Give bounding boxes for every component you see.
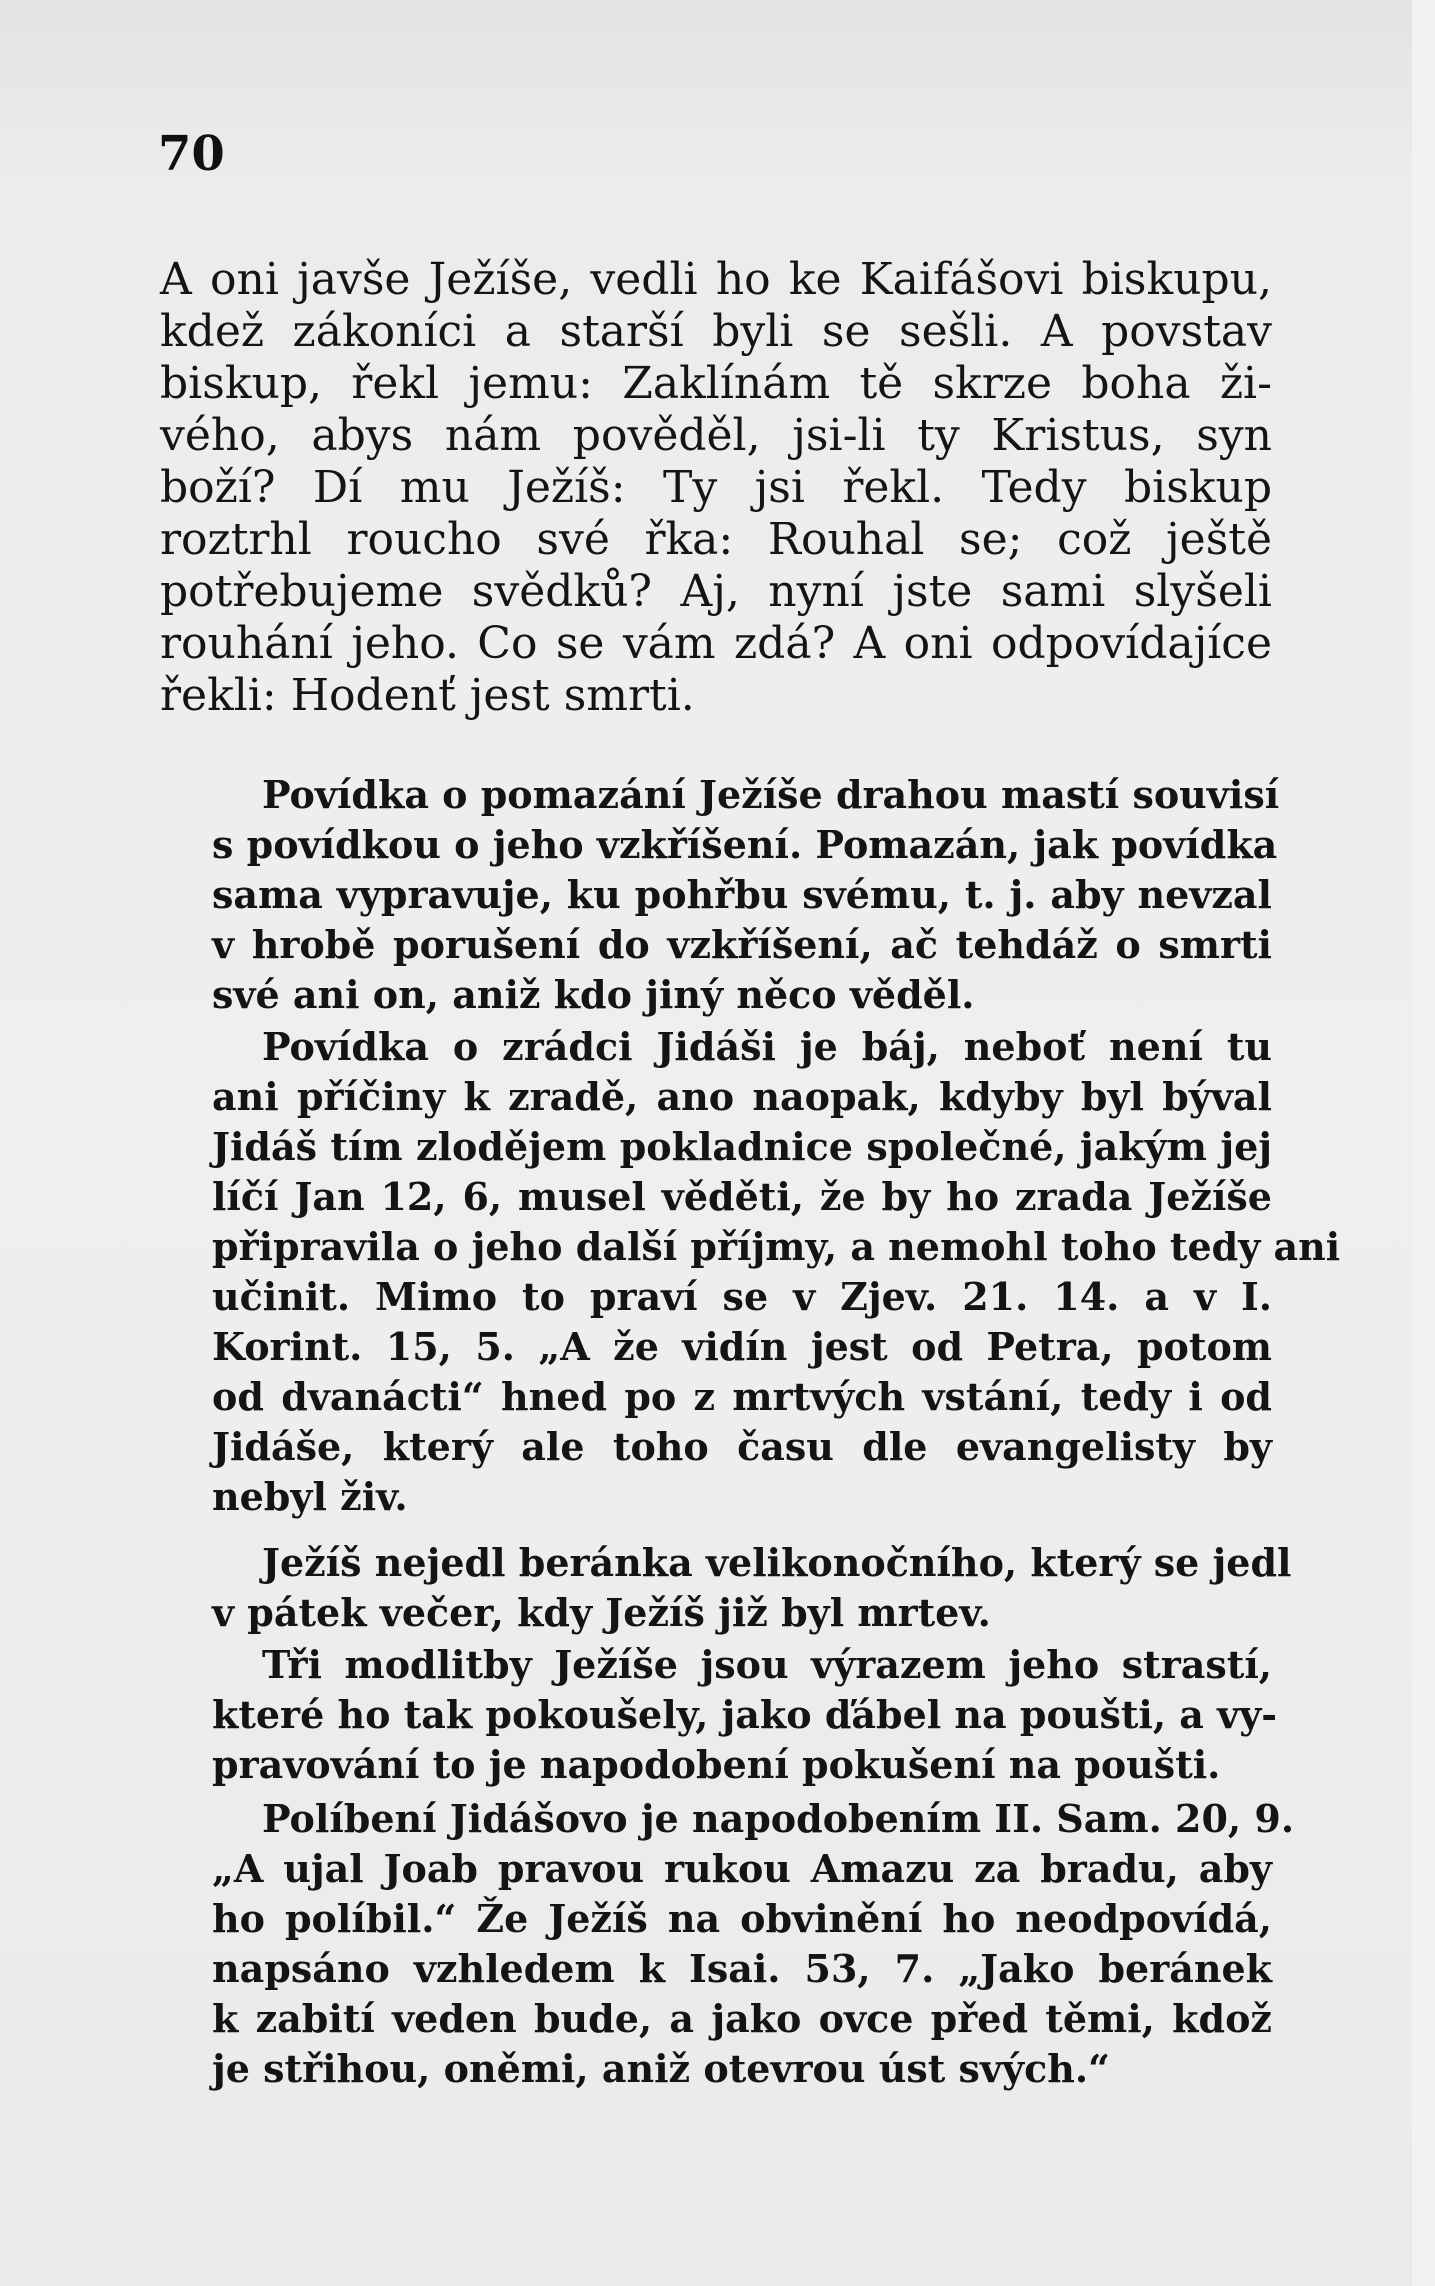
text-line: biskup, řekl jemu: Zaklínám tě skrze boha ži- [160,358,1272,409]
note-line: pravování to je napodobení pokušení na poušti. [212,1742,1221,1787]
note-line: k zabití veden bude, a jako ovce před těmi, kdož [212,1996,1272,2041]
page-number: 70 [158,126,225,182]
note-line: líčí Jan 12, 6, musel věděti, že by ho zrada Ježíše [212,1174,1272,1219]
note-line: sama vypravuje, ku pohřbu svému, t. j. aby nevzal [212,872,1272,917]
note-line: Povídka o pomazání Ježíše drahou mastí souvisí [262,772,1280,817]
note-line: s povídkou o jeho vzkříšení. Pomazán, jak povídka [212,822,1278,867]
note-line: v pátek večer, kdy Ježíš již byl mrtev. [212,1590,991,1635]
note-line: ani příčiny k zradě, ano naopak, kdyby byl býval [212,1074,1272,1119]
note-line: učinit. Mimo to praví se v Zjev. 21. 14. a v I. [212,1274,1272,1319]
text-line: řekli: Hodenť jest smrti. [160,670,695,721]
note-line: napsáno vzhledem k Isai. 53, 7. „Jako beránek [212,1946,1272,1991]
note-line: v hrobě porušení do vzkříšení, ač tehdáž o smrti [212,922,1272,967]
text-line: vého, abys nám pověděl, jsi-li ty Kristus, syn [160,410,1272,461]
text-line: A oni javše Ježíše, vedli ho ke Kaifášovi biskupu, [160,254,1272,305]
note-line: Ježíš nejedl beránka velikonočního, který se jedl [262,1540,1292,1585]
text-line: boží? Dí mu Ježíš: Ty jsi řekl. Tedy biskup [160,462,1272,513]
note-line: Povídka o zrádci Jidáši je báj, neboť není tu [262,1024,1272,1069]
text-line: rouhání jeho. Co se vám zdá? A oni odpovídajíce [160,618,1272,669]
note-line: připravila o jeho další příjmy, a nemohl toho tedy ani [212,1224,1341,1269]
note-line: Jidáše, který ale toho času dle evangelisty by [212,1424,1272,1469]
note-line: ho políbil.“ Že Ježíš na obvinění ho neodpovídá, [212,1896,1272,1941]
note-line: Korint. 15, 5. „A že vidín jest od Petra, potom [212,1324,1272,1369]
note-line: od dvanácti“ hned po z mrtvých vstání, tedy i od [212,1374,1272,1419]
note-line: je střihou, oněmi, aniž otevrou úst svých.“ [212,2046,1110,2091]
note-line: „A ujal Joab pravou rukou Amazu za bradu, aby [212,1846,1272,1891]
note-line: své ani on, aniž kdo jiný něco věděl. [212,972,975,1017]
page-edge [1412,0,1435,2286]
note-line: Jidáš tím zlodějem pokladnice společné, jakým jej [212,1124,1272,1169]
text-line: roztrhl roucho své řka: Rouhal se; což ještě [160,514,1272,565]
note-line: nebyl živ. [212,1474,408,1519]
note-line: které ho tak pokoušely, jako ďábel na poušti, a vy- [212,1692,1278,1737]
text-line: potřebujeme svědků? Aj, nyní jste sami slyšeli [160,566,1272,617]
text-line: kdež zákoníci a starší byli se sešli. A povstav [160,306,1272,357]
note-line: Políbení Jidášovo je napodobením II. Sam. 20, 9. [262,1796,1295,1841]
note-line: Tři modlitby Ježíše jsou výrazem jeho strastí, [262,1642,1272,1687]
